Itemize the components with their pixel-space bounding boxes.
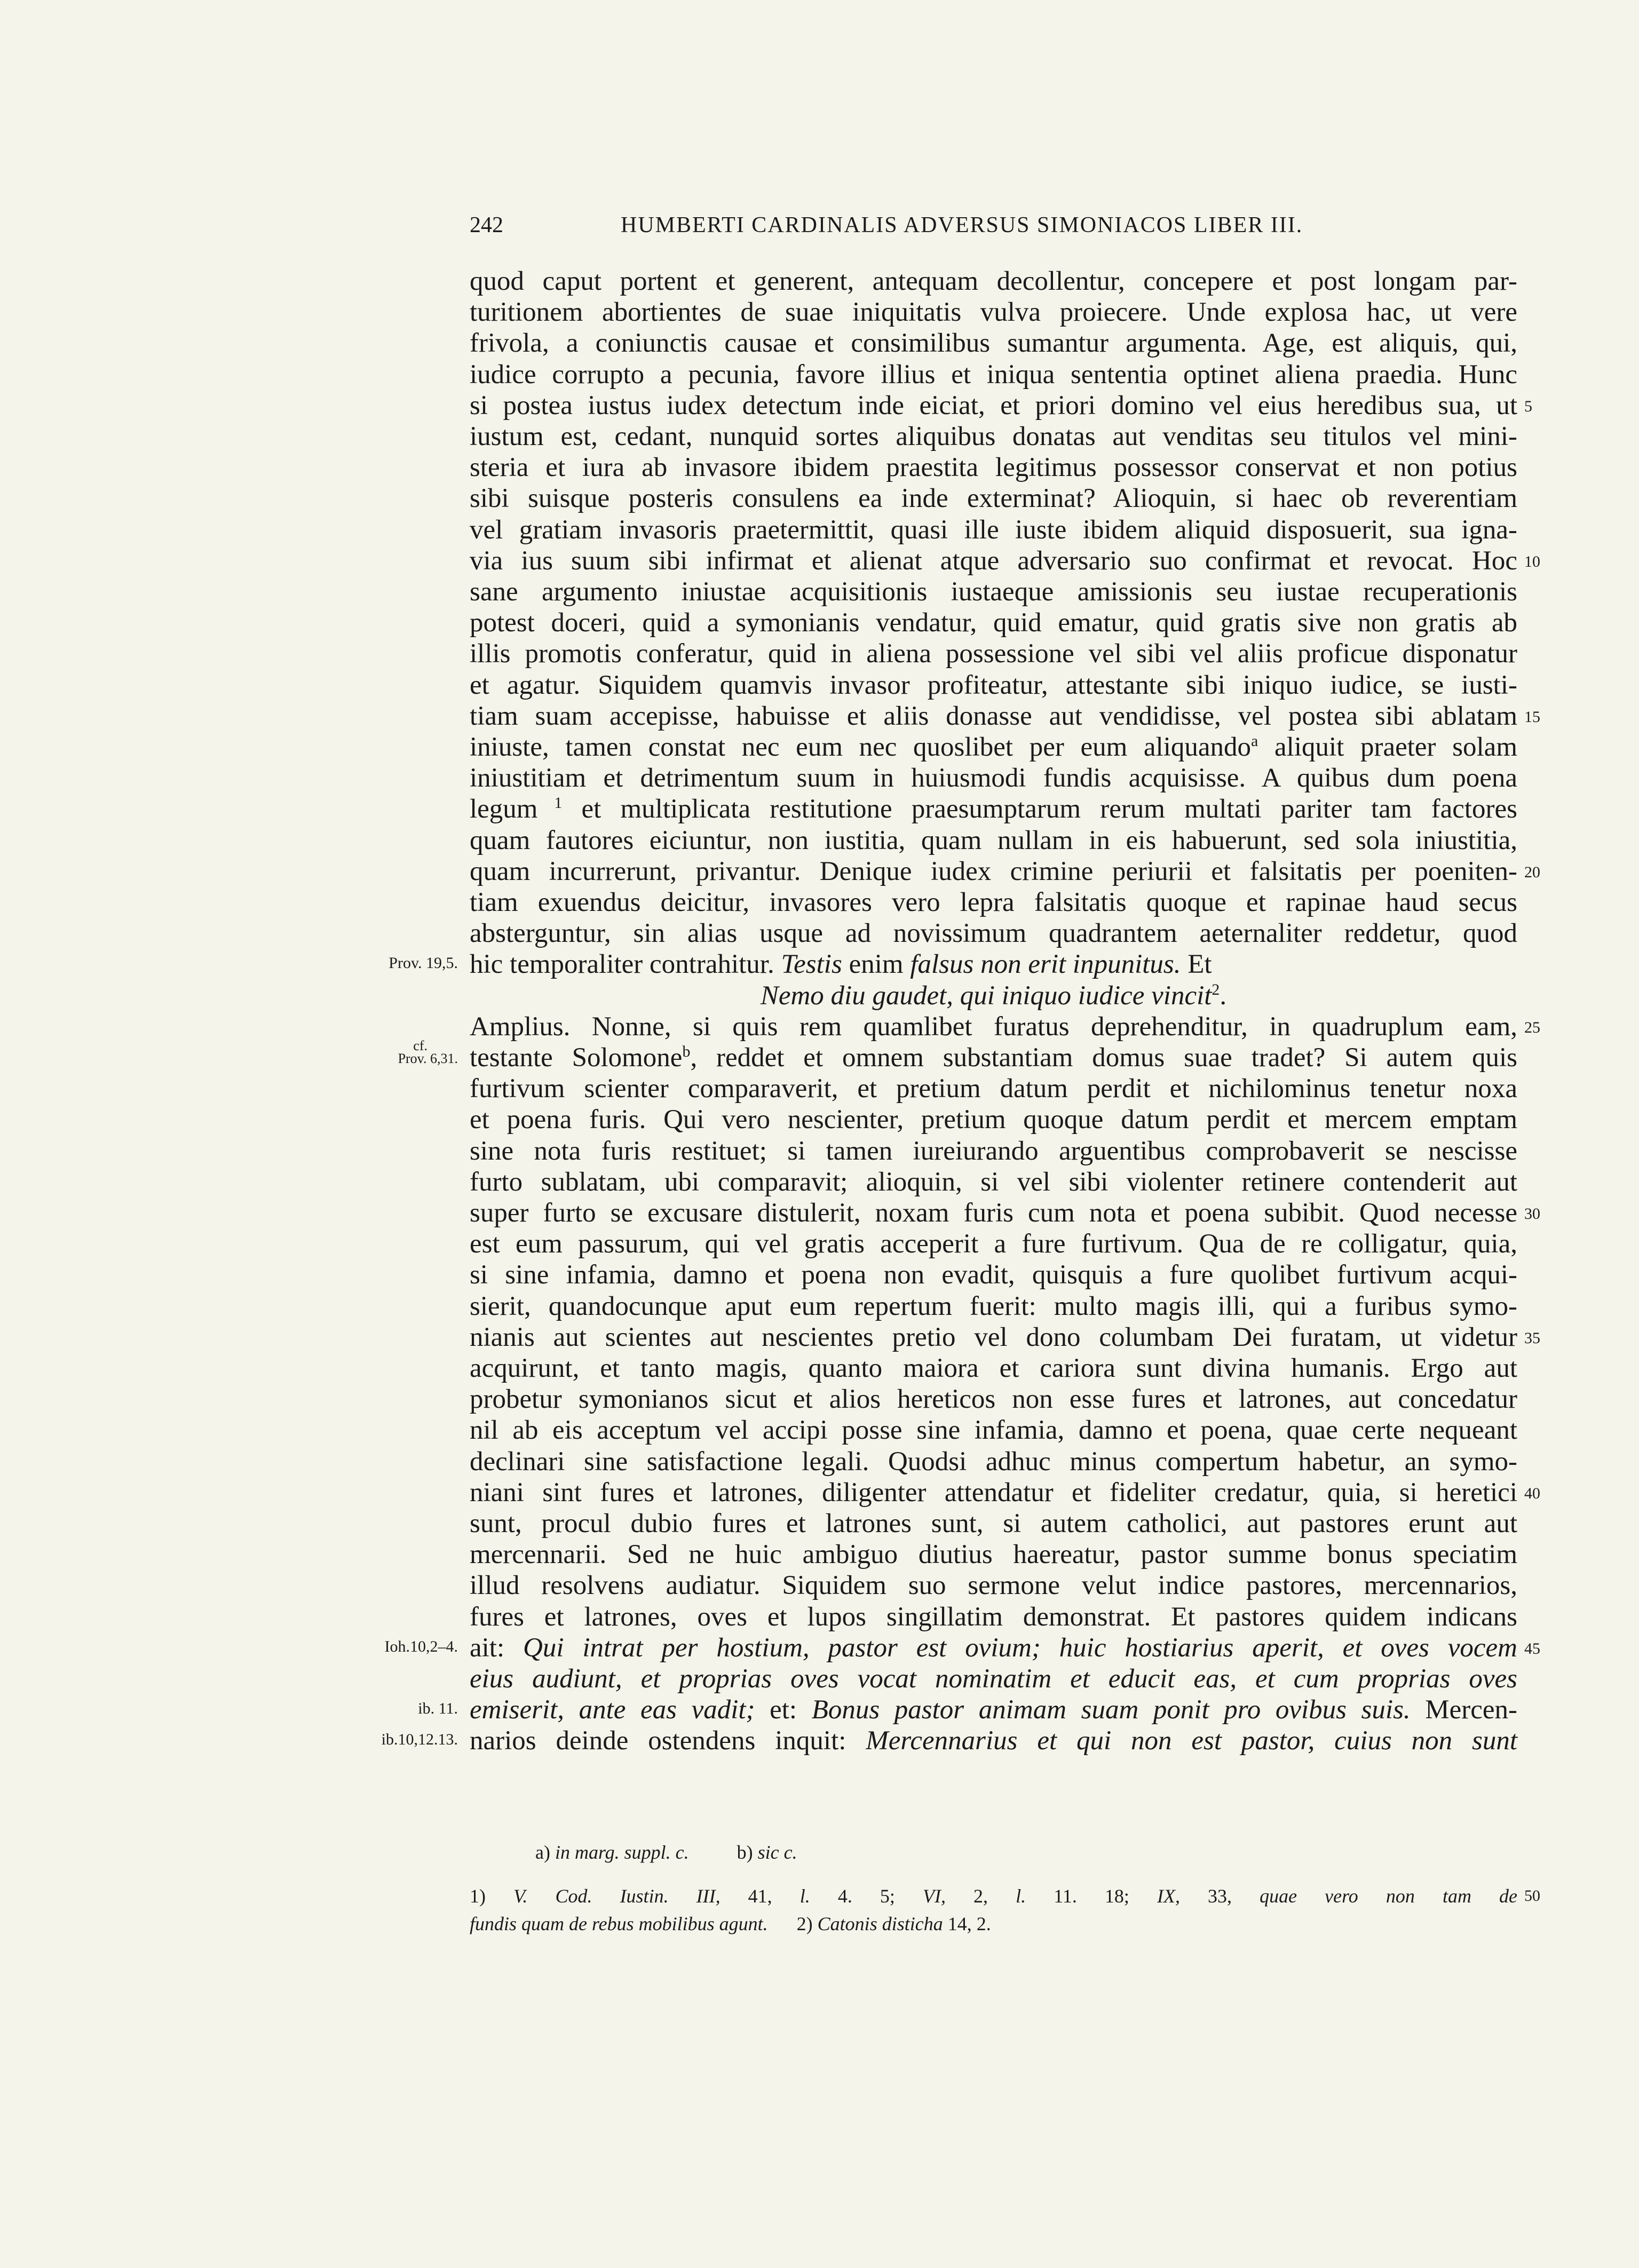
text-line (0, 452, 1639, 483)
line-text: tiam exuendus deicitur, invasores vero lepra falsitatis quoque et rapinae haud secus (470, 887, 1517, 917)
line-number: 40 (1524, 1484, 1540, 1502)
text-line (0, 1632, 1639, 1663)
line-text: illud resolvens audiatur. Siquidem suo sermone velut indice pastores, mercennarios, (470, 1571, 1517, 1601)
critical-apparatus (535, 1841, 845, 1863)
line-text: absterguntur, sin alias usque ad novissimum quadrantem aeternaliter reddetur, quod (470, 918, 1517, 949)
text-line (0, 825, 1639, 856)
line-text: potest doceri, quid a symonianis vendatur, quid ematur, quid gratis sive non gratis ab (470, 608, 1517, 638)
text-line (0, 1570, 1639, 1601)
line-text: sibi suisque posteris consulens ea inde exterminat? Alioquin, si haec ob reverentiam (470, 483, 1517, 514)
line-text: Nemo diu gaudet, qui iniquo iudice vincit$^2$. (760, 980, 1227, 1011)
line-text: hic temporaliter contrahitur. Testis enim falsus non erit inpunitus. Et (470, 949, 1212, 980)
text-line (0, 918, 1639, 949)
line-text: tiam suam accepisse, habuisse et aliis donasse aut vendidisse, vel postea sibi ablatam (470, 701, 1517, 731)
line-text: sane argumento iniustae acquisitionis iustaeque amissionis seu iustae recuperationis (470, 577, 1517, 607)
text-line (0, 1508, 1639, 1539)
line-text: nil ab eis acceptum vel accipi posse sine infamia, damno et poena, quae certe nequeant (470, 1415, 1517, 1446)
line-text: quod caput portent et generent, antequam decollentur, concepere et post longam par- (470, 266, 1517, 296)
line-text: nianis aut scientes aut nescientes pretio vel dono columbam Dei furatam, ut videtur (470, 1322, 1517, 1352)
line-text: super furto se excusare distulerit, noxam furis cum nota et poena subibit. Quod necesse (470, 1198, 1517, 1228)
line-text: legum $^1$ et multiplicata restitutione praesumptarum rerum multati pariter tam factores (470, 794, 1517, 824)
text-line (0, 949, 1639, 980)
margin-reference: ib.10,12.13. (381, 1731, 458, 1749)
text-line (0, 670, 1639, 701)
line-text: mercennarii. Sed ne huic ambiguo diutius haereatur, pastor summe bonus speciatim (470, 1540, 1517, 1570)
text-line (0, 701, 1639, 732)
text-line (0, 328, 1639, 359)
line-text: probetur symonianos sicut et alios hereticos non esse fures et latrones, aut concedatur (470, 1384, 1517, 1415)
line-text: si sine infamia, damno et poena non evadit, quisquis a fure quolibet furtivum acqui- (470, 1260, 1517, 1290)
line-text: sine nota furis restituet; si tamen iureiurando arguentibus comprobaverit se nescisse (470, 1136, 1517, 1166)
line-text: furto sublatam, ubi comparavit; alioquin, si vel sibi violenter retinere contenderit aut (470, 1167, 1517, 1197)
line-text: niani sint fures et latrones, diligenter attendatur et fideliter credatur, quia, si heretici (470, 1477, 1517, 1508)
line-text: emiserit, ante eas vadit; et: Bonus pastor animam suam ponit pro ovibus suis. Mercen- (470, 1695, 1517, 1725)
line-text: furtivum scienter comparaverit, et pretium datum perdit et nichilominus tenetur noxa (470, 1074, 1517, 1104)
text-line (0, 1601, 1639, 1632)
text-line (0, 1073, 1639, 1104)
line-text: iustum est, cedant, nunquid sortes aliquibus donatas aut venditas seu titulos vel mini- (470, 422, 1517, 451)
text-line (0, 1539, 1639, 1570)
line-text: eius audiunt, et proprias oves vocat nominatim et educit eas, et cum proprias oves (470, 1664, 1517, 1694)
margin-reference: cf. (413, 1038, 427, 1053)
text-line (0, 1663, 1639, 1694)
line-text: sierit, quandocunque aput eum repertum fuerit: multo magis illi, qui a furibus symo- (470, 1291, 1517, 1321)
line-number: 50 (1524, 1887, 1540, 1905)
text-line (0, 1038, 1639, 1073)
text-line (0, 514, 1639, 545)
page-number: 242 (470, 213, 503, 237)
text-line (0, 359, 1639, 390)
line-text: via ius suum sibi infirmat et alienat atque adversario suo confirmat et revocat. Hoc (470, 545, 1517, 576)
text-line (0, 1011, 1639, 1042)
line-text: si postea iustus iudex detectum inde eiciat, et priori domino vel eius heredibus sua, ut (470, 390, 1517, 421)
line-number: 10 (1524, 552, 1540, 570)
text-line (0, 1136, 1639, 1167)
line-text: est eum passurum, qui vel gratis acceperit a fure furtivum. Qua de re colligatur, quia, (470, 1229, 1517, 1259)
line-text: Amplius. Nonne, si quis rem quamlibet furatus deprehenditur, in quadruplum eam, (470, 1011, 1517, 1042)
margin-reference: Prov. 6,31. (398, 1051, 458, 1066)
line-text: frivola, a coniunctis causae et consimilibus sumantur argumenta. Age, est aliquis, qui, (470, 328, 1517, 359)
text-line (0, 638, 1639, 669)
line-number: 35 (1524, 1329, 1540, 1347)
text-line (0, 545, 1639, 576)
text-line (0, 1259, 1639, 1290)
text-line (0, 421, 1639, 452)
text-line (0, 1384, 1639, 1415)
running-title: HUMBERTI CARDINALIS ADVERSUS SIMONIACOS LIBER III. (621, 213, 1303, 237)
text-line (0, 763, 1639, 794)
footnote-line (0, 1910, 1639, 1937)
text-line (0, 576, 1639, 607)
line-text: narios deinde ostendens inquit: Mercennarius et qui non est pastor, cuius non sunt (470, 1726, 1517, 1756)
text-line (0, 887, 1639, 918)
text-line (0, 980, 1639, 1011)
line-text: acquirunt, et tanto magis, quanto maiora et cariora sunt divina humanis. Ergo aut (470, 1353, 1517, 1383)
text-line (0, 297, 1639, 328)
line-number: 25 (1524, 1018, 1540, 1036)
line-number: 20 (1524, 863, 1540, 881)
text-line (0, 1446, 1639, 1477)
margin-reference: ib. 11. (418, 1700, 458, 1718)
line-text: quam fautores eiciuntur, non iustitia, quam nullam in eis habuerunt, sed sola iniustitia, (470, 825, 1517, 855)
apparatus-note: a) in marg. suppl. c. (535, 1842, 689, 1863)
footnote-text: 1) V. Cod. Iustin. III, 41, l. 4. 5; VI, 2, l. 11. 18; IX, 33, quae vero non tam de (470, 1885, 1517, 1907)
text-line (0, 1694, 1639, 1725)
footnote-text: fundis quam de rebus mobilibus agunt. 2) Catonis disticha 14, 2. (470, 1913, 991, 1934)
line-text: declinari sine satisfactione legali. Quodsi adhuc minus compertum habetur, an symo- (470, 1446, 1517, 1477)
text-line (0, 266, 1639, 297)
line-text: iniuste, tamen constat nec eum nec quoslibet per eum aliquando$^a$ aliquit praeter solam (470, 732, 1517, 762)
line-number: 45 (1524, 1639, 1540, 1658)
line-text: illis promotis conferatur, quid in aliena possessione vel sibi vel aliis proficue disponatur (470, 639, 1517, 669)
line-text: ait: Qui intrat per hostium, pastor est ovium; huic hostiarius aperit, et oves vocem (470, 1632, 1517, 1663)
text-line (0, 1477, 1639, 1508)
line-number: 30 (1524, 1205, 1540, 1223)
line-text: iudice corrupto a pecunia, favore illius et iniqua sententia optinet aliena praedia. Hunc (470, 359, 1517, 390)
footnote-line (0, 1883, 1639, 1909)
line-number: 5 (1524, 397, 1532, 415)
text-line (0, 1725, 1639, 1756)
text-line (0, 794, 1639, 824)
text-line (0, 856, 1639, 887)
line-text: testante Solomone$^b$, reddet et omnem substantiam domus suae tradet? Si autem quis (470, 1043, 1517, 1073)
line-text: steria et iura ab invasore ibidem praestita legitimus possessor conservat et non potius (470, 453, 1517, 483)
text-line (0, 483, 1639, 514)
margin-reference: Ioh.10,2–4. (384, 1637, 458, 1655)
line-text: iniustitiam et detrimentum suum in huiusmodi fundis acquisisse. A quibus dum poena (470, 763, 1517, 794)
line-text: et agatur. Siquidem quamvis invasor profiteatur, attestante sibi iniquo iudice, se iusti- (470, 670, 1517, 700)
text-line (0, 1167, 1639, 1198)
text-line (0, 1228, 1639, 1259)
line-text: fures et latrones, oves et lupos singillatim demonstrat. Et pastores quidem indicans (470, 1601, 1517, 1632)
text-line (0, 732, 1639, 763)
page-header (470, 212, 1517, 250)
line-text: et poena furis. Qui vero nescienter, pretium quoque datum perdit et mercem emptam (470, 1105, 1517, 1135)
text-line (0, 1353, 1639, 1384)
text-line (0, 1415, 1639, 1446)
text-line (0, 607, 1639, 638)
line-number: 15 (1524, 708, 1540, 726)
line-text: vel gratiam invasoris praetermittit, quasi ille iuste ibidem aliquid disposuerit, sua igna- (470, 514, 1517, 545)
text-line (0, 390, 1639, 421)
line-text: quam incurrerunt, privantur. Denique iudex crimine periurii et falsitatis per poeniten- (470, 856, 1517, 886)
text-line (0, 1291, 1639, 1322)
text-line (0, 1104, 1639, 1135)
line-text: sunt, procul dubio fures et latrones sunt, si autem catholici, aut pastores erunt aut (470, 1509, 1517, 1539)
apparatus-note: b) sic c. (737, 1842, 797, 1863)
margin-reference: Prov. 19,5. (389, 954, 458, 972)
line-text: turitionem abortientes de suae iniquitatis vulva proiecere. Unde explosa hac, ut vere (470, 297, 1517, 328)
text-line (0, 1322, 1639, 1353)
text-line (0, 1198, 1639, 1228)
